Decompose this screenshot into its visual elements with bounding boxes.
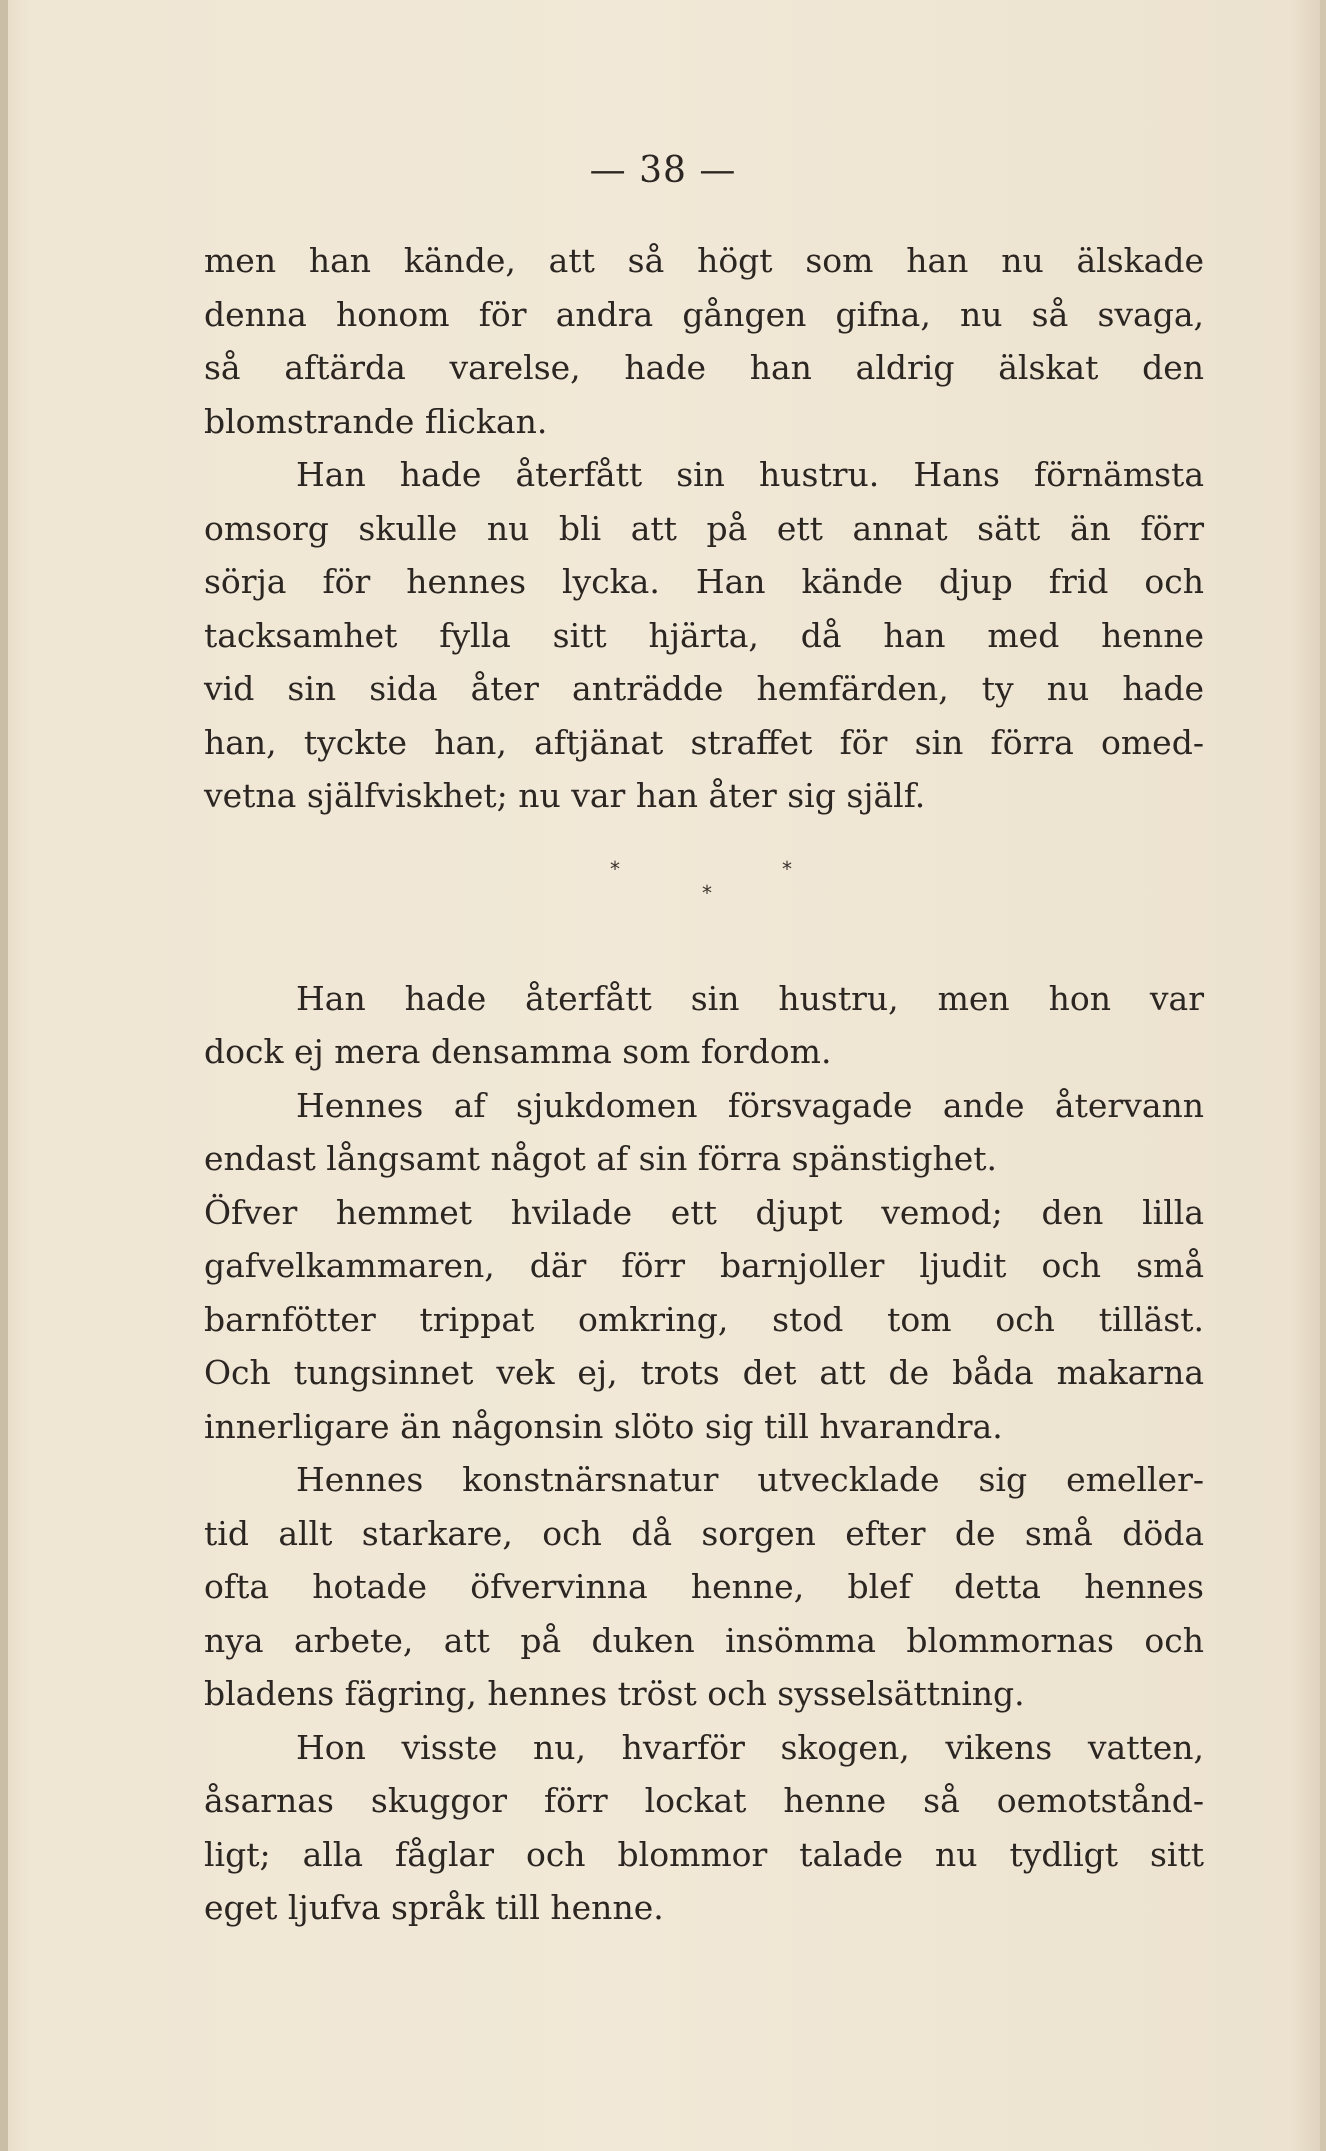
text-line: ofta hotade öfvervinna henne, blef detta hennes xyxy=(204,1567,1204,1606)
text-line: Hon visste nu, hvarför skogen, vikens vatten, xyxy=(296,1727,1204,1767)
text-line: blomstrande flickan. xyxy=(204,401,548,441)
page-edge-left xyxy=(0,0,8,2151)
page-edge-right xyxy=(1320,0,1326,2151)
text-line: åsarnas skuggor förr lockat henne så oemotstånd- xyxy=(204,1781,1204,1820)
section-break-asterism xyxy=(204,823,1204,972)
asterisk: * xyxy=(702,880,712,905)
text-line: vid sin sida åter anträdde hemfärden, ty nu hade xyxy=(204,669,1204,708)
text-line: eget ljufva språk till henne. xyxy=(204,1888,664,1927)
text-line: denna honom för andra gången gifna, nu så svaga, xyxy=(204,294,1204,334)
text-line: så aftärda varelse, hade han aldrig älskat den xyxy=(204,348,1204,387)
page-number: — 38 — xyxy=(589,150,737,191)
text-line: men han kände, att så högt som han nu älskade xyxy=(204,241,1204,280)
text-line: tacksamhet fylla sitt hjärta, då han med henne xyxy=(204,615,1204,655)
text-line: barnfötter trippat omkring, stod tom och tilläst. xyxy=(204,1299,1204,1339)
text-line: Han hade återfått sin hustru, men hon var xyxy=(296,978,1204,1018)
text-line: Hennes konstnärsnatur utvecklade sig emeller- xyxy=(296,1460,1204,1499)
text-line: innerligare än någonsin slöto sig till hvarandra. xyxy=(204,1406,1003,1446)
text-line: Hennes af sjukdomen försvagade ande återvann xyxy=(296,1085,1204,1125)
asterisk: * xyxy=(610,856,620,881)
body-text xyxy=(204,234,1204,1935)
text-line: bladens fägring, hennes tröst och sysselsättning. xyxy=(204,1674,1025,1713)
text-line: Och tungsinnet vek ej, trots det att de båda makarna xyxy=(204,1353,1204,1392)
text-line: tid allt starkare, och då sorgen efter de små döda xyxy=(204,1513,1204,1553)
text-line: vetna själfviskhet; nu var han åter sig själf. xyxy=(204,776,926,815)
text-line: han, tyckte han, aftjänat straffet för sin förra omed- xyxy=(204,722,1204,762)
text-line: nya arbete, att på duken insömma blommornas och xyxy=(204,1620,1204,1660)
text-line: Öfver hemmet hvilade ett djupt vemod; den lilla xyxy=(204,1192,1204,1232)
text-line: endast långsamt något af sin förra spänstighet. xyxy=(204,1139,997,1178)
text-line: omsorg skulle nu bli att på ett annat sätt än förr xyxy=(204,508,1204,548)
text-line: sörja för hennes lycka. Han kände djup frid och xyxy=(204,562,1204,601)
text-line: ligt; alla fåglar och blommor talade nu tydligt sitt xyxy=(204,1834,1204,1874)
text-line: Han hade återfått sin hustru. Hans förnämsta xyxy=(296,455,1204,494)
asterisk: * xyxy=(782,856,792,881)
text-line: gafvelkammaren, där förr barnjoller ljudit och små xyxy=(204,1246,1204,1285)
text-line: dock ej mera densamma som fordom. xyxy=(204,1032,832,1071)
